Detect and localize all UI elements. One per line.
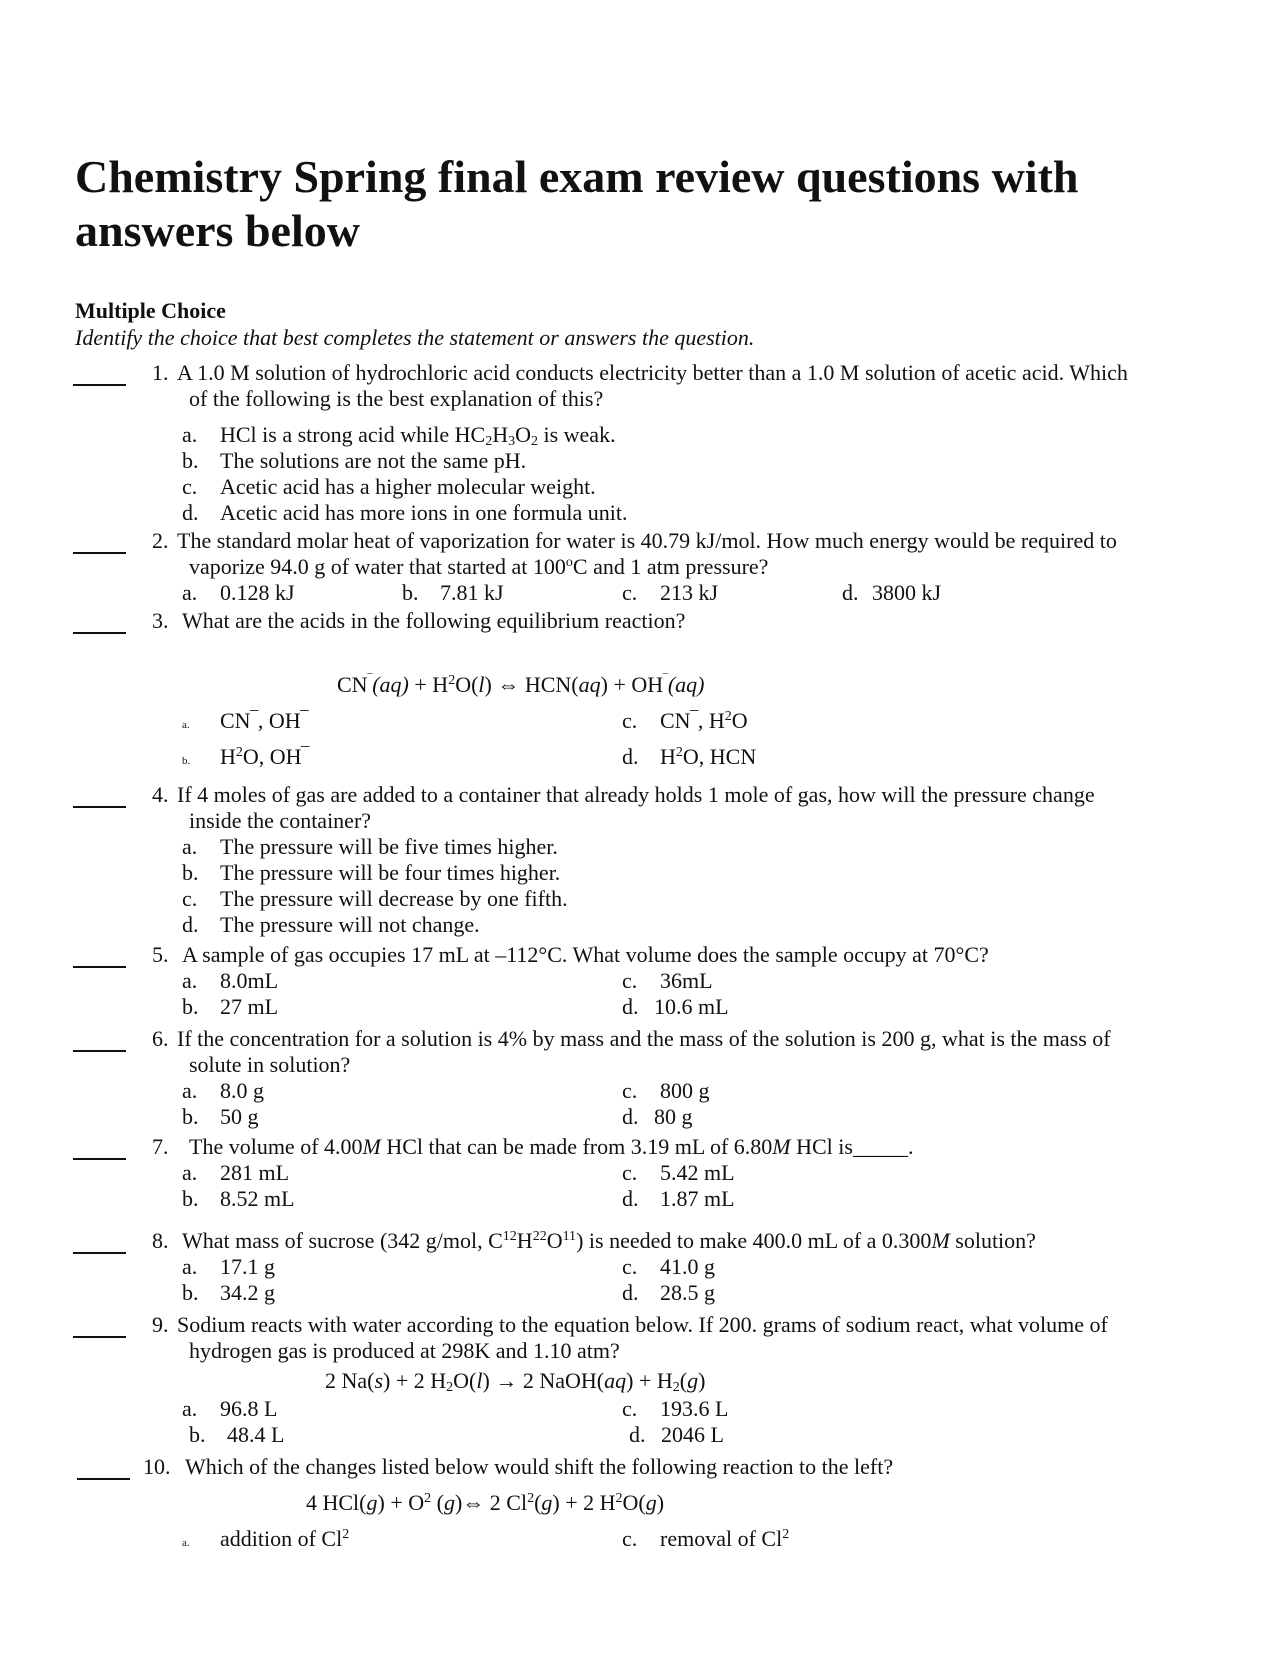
option: c. 193.6 L (622, 1396, 729, 1421)
answer-blank[interactable] (73, 528, 126, 554)
answer-blank[interactable] (73, 782, 126, 808)
option: a. The pressure will be five times higher. (182, 834, 558, 859)
reaction-equation: 2 Na(s) + 2 $H_2O(l) \to 2$ NaOH(aq) + $H_2(g)$ (325, 1368, 706, 1395)
question-text: The volume of 4.00M HCl that can be made from 3.19 mL of 6.80M HCl is_____. (189, 1134, 914, 1159)
option: c. 41.0 g (622, 1254, 715, 1279)
reaction-equation: $CN^‾(aq) + H^2O(l)$ ⇔ HCN(aq) + OH‾(aq) (337, 672, 705, 697)
option: d. 2046 L (629, 1422, 724, 1447)
question-number: 8. (152, 1228, 169, 1253)
question-text: If the concentration for a solution is 4% by mass and the mass of the solution is 200 g, what is the mass of solute in solution? (177, 1026, 1111, 1077)
question-text: The standard molar heat of vaporization for water is 40.79 kJ/mol. How much energy would be required to vaporize 94.0 g of water that started at 100$^o$C and 1 atm pressure? (177, 528, 1117, 579)
question-number: 5. (152, 942, 169, 967)
option: a. HCl is a strong acid while $HC_2H_3O_2$ is weak. (182, 422, 616, 449)
answer-blank[interactable] (73, 360, 126, 386)
question-text: A sample of gas occupies 17 mL at –112°C. What volume does the sample occupy at 70°C? (182, 942, 989, 967)
option: d. The pressure will not change. (182, 912, 480, 937)
option: c. CN‾, $H^2O$ (622, 708, 748, 733)
answer-blank[interactable] (73, 1026, 126, 1052)
option: a. 96.8 L (182, 1396, 278, 1421)
option: a. 8.0 g (182, 1078, 264, 1103)
option: a. 8.0mL (182, 968, 279, 993)
option: b. The solutions are not the same pH. (182, 448, 527, 473)
page-title: Chemistry Spring final exam review questions with answers below (75, 151, 1079, 256)
option: c. 213 kJ (622, 580, 719, 605)
option: d. 80 g (622, 1104, 693, 1129)
option: d. 1.87 mL (622, 1186, 735, 1211)
option: a. 0.128 kJ (182, 580, 295, 605)
question-text: A 1.0 M solution of hydrochloric acid conducts electricity better than a 1.0 M solution of acetic acid. Which of the following is the best explanation of this? (177, 360, 1128, 411)
option: d. Acetic acid has more ions in one formula unit. (182, 500, 628, 525)
option: d. 28.5 g (622, 1280, 715, 1305)
option: a. CN‾, OH‾ (182, 708, 308, 733)
answer-blank[interactable] (73, 1312, 126, 1338)
question-number: 7. (152, 1134, 169, 1159)
question-number: 2. (152, 528, 169, 553)
option: b. 27 mL (182, 994, 279, 1019)
option: d. 3800 kJ (842, 580, 942, 605)
section-instructions: Identify the choice that best completes the statement or answers the question. (75, 325, 755, 350)
answer-blank[interactable] (73, 1228, 126, 1254)
option: c. 5.42 mL (622, 1160, 735, 1185)
option: d. $H^2O$, HCN (622, 744, 757, 769)
option: c. removal of Cl$^2$ (622, 1526, 790, 1551)
option: a. 17.1 g (182, 1254, 275, 1279)
answer-blank[interactable] (73, 608, 126, 634)
option: c. The pressure will decrease by one fifth. (182, 886, 568, 911)
answer-blank[interactable] (73, 1134, 126, 1160)
option: c. 800 g (622, 1078, 710, 1103)
option: d. 10.6 mL (622, 994, 729, 1019)
question-text: Sodium reacts with water according to the equation below. If 200. grams of sodium react, what volume of hydrogen gas is produced at 298K and 1.10 atm? (177, 1312, 1108, 1363)
option: c. 36mL (622, 968, 713, 993)
option: b. 50 g (182, 1104, 259, 1129)
option: b. 8.52 mL (182, 1186, 295, 1211)
question-text: Which of the changes listed below would shift the following reaction to the left? (185, 1454, 894, 1479)
option: b. 7.81 kJ (402, 580, 504, 605)
option: b. 48.4 L (189, 1422, 285, 1447)
question-number: 4. (152, 782, 169, 807)
question-number: 6. (152, 1026, 169, 1051)
question-number: 10. (143, 1454, 171, 1479)
option: b. 34.2 g (182, 1280, 275, 1305)
question-number: 1. (152, 360, 169, 385)
question-text: What are the acids in the following equilibrium reaction? (182, 608, 686, 633)
option: b. $H^2O$, OH‾ (182, 744, 309, 769)
option: c. Acetic acid has a higher molecular weight. (182, 474, 596, 499)
section-heading: Multiple Choice (75, 298, 226, 323)
answer-blank[interactable] (77, 1454, 130, 1480)
reaction-equation: 4 $HCl(g) + O^2$ (g)⇔ 2 $Cl^2(g) + 2$ $H^2O(g)$ (306, 1490, 665, 1515)
answer-blank[interactable] (73, 942, 126, 968)
question-text: What mass of sucrose (342 g/mol, $C^{12}H^{22}O^{11}$) is needed to make 400.0 mL of a 0.300M solution? (182, 1228, 1036, 1253)
question-text: If 4 moles of gas are added to a container that already holds 1 mole of gas, how will the pressure change inside the container? (177, 782, 1095, 833)
question-number: 9. (152, 1312, 169, 1337)
option: a. addition of Cl$^2$ (182, 1526, 350, 1551)
option: a. 281 mL (182, 1160, 290, 1185)
question-number: 3. (152, 608, 169, 633)
option: b. The pressure will be four times higher. (182, 860, 561, 885)
